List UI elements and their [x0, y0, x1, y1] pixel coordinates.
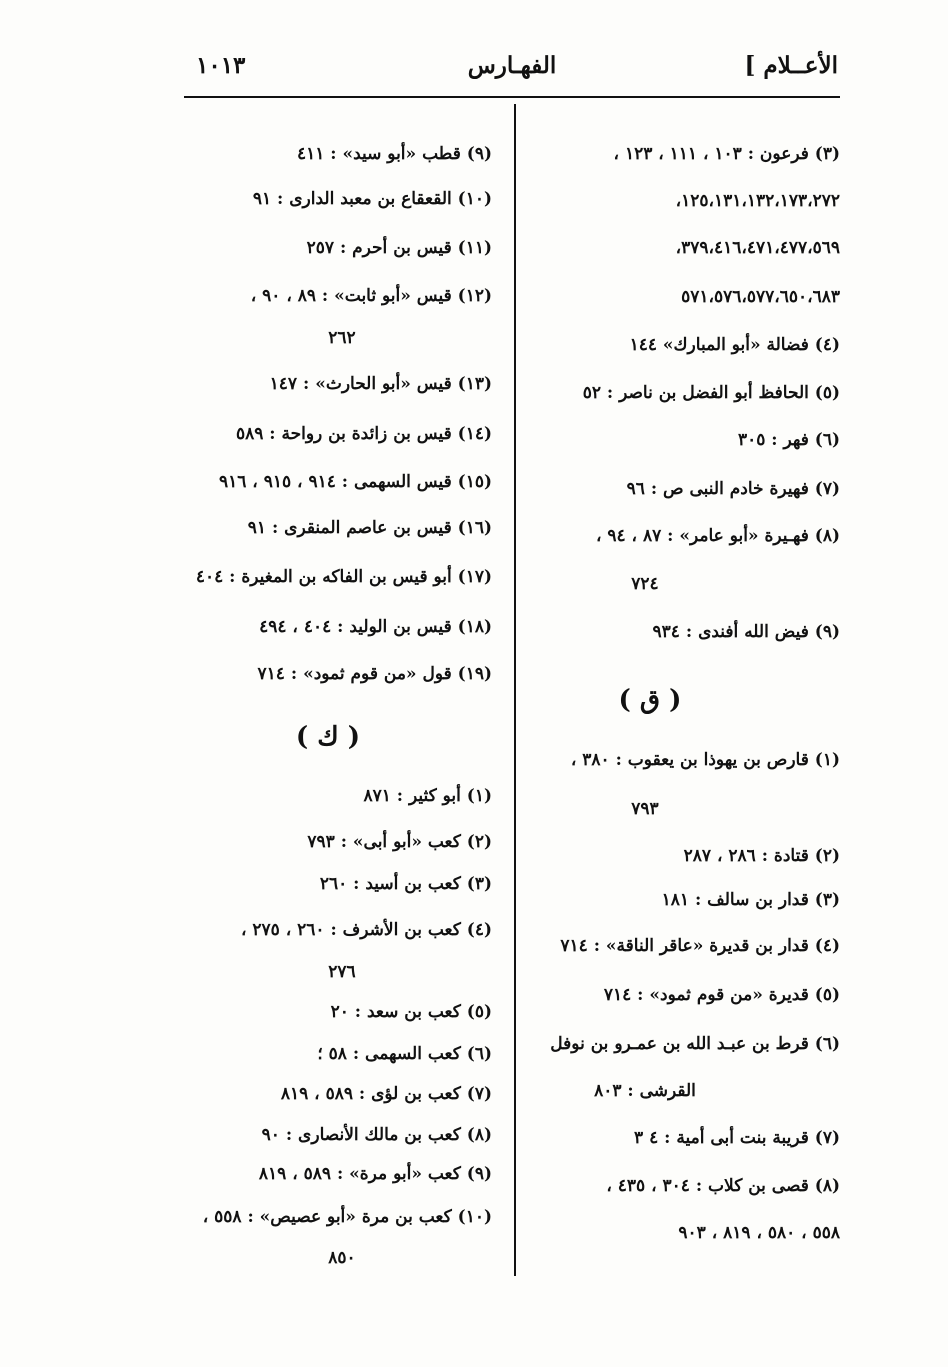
index-entry: (٧) كعب بن لؤى : ٥٨٩ ، ٨١٩ [280, 1084, 492, 1104]
index-entry: (٥) الحافظ أبو الفضل بن ناصر : ٥٢ [582, 383, 840, 403]
index-entry: (١٢) قيس «أبو ثابت» : ٨٩ ، ٩٠ ، [250, 286, 492, 306]
index-entry: (٤) قدار بن قديرة «عاقر الناقة» : ٧١٤ [560, 936, 840, 956]
index-entry: (٩) كعب «أبو مرة» : ٥٨٩ ، ٨١٩ [258, 1164, 492, 1184]
index-entry-continuation: ٥٥٨ ، ٥٨٠ ، ٨١٩ ، ٩٠٣ [678, 1223, 840, 1243]
page-number: ١٠١٣ [196, 52, 246, 79]
header-rule [184, 96, 840, 98]
index-entry-continuation: ١٢٥،١٣١،١٣٢،١٧٣،٢٧٢، [675, 191, 840, 211]
index-entry: (١) قارص بن يهوذا بن يعقوب : ٣٨٠ ، [570, 750, 840, 770]
index-entry: (٢) كعب «أبو أبى» : ٧٩٣ [307, 832, 492, 852]
index-entry: (١٠) القعقاع بن معبد الدارى : ٩١ [252, 189, 492, 209]
index-entry: (١٥) قيس السهمى : ٩١٤ ، ٩١٥ ، ٩١٦ [218, 472, 492, 492]
header-section-title: الأعــلام ] [744, 52, 838, 79]
index-entry: (٨) فهـيرة «أبو عامر» : ٨٧ ، ٩٤ ، [595, 526, 840, 546]
index-entry: (٤) فضالة «أبو المبارك» ١٤٤ [629, 335, 840, 355]
index-entry: (١٩) قول «من قوم ثمود» : ٧١٤ [257, 664, 492, 684]
index-entry-continuation: ٥٧١،٥٧٦،٥٧٧،٦٥٠،٦٨٣ [681, 287, 840, 307]
index-entry: (٣) فرعون : ١٠٣ ، ١١١ ، ١٢٣ ، [613, 144, 840, 164]
index-entry: (١١) قيس بن أحرم : ٢٥٧ [306, 238, 492, 258]
index-entry: (٧) فهيرة خادم النبى ص : ٩٦ [626, 479, 840, 499]
index-entry: (١٤) قيس بن زائدة بن رواحة : ٥٨٩ [235, 424, 492, 444]
index-entry-continuation: ٨٥٠ [328, 1248, 356, 1268]
header-title: الفهـارس [467, 52, 557, 79]
index-entry-continuation: القرشى : ٨٠٣ [594, 1081, 696, 1101]
index-entry: (٥) كعب بن سعد : ٢٠ [330, 1002, 492, 1022]
index-entry: (٤) كعب بن الأشرف : ٢٦٠ ، ٢٧٥ ، [241, 920, 492, 940]
index-entry-continuation: ٣٧٩،٤١٦،٤٧١،٤٧٧،٥٦٩، [675, 238, 840, 258]
section-heading: ( ك ) [295, 722, 361, 752]
index-entry: (٧) قريبة بنت أبى أمية : ٤ ٣ [634, 1128, 840, 1148]
index-entry: (٣) قدار بن سالف : ١٨١ [661, 890, 840, 910]
index-entry-continuation: ٧٢٤ [631, 574, 659, 594]
index-entry: (١) أبو كثير : ٨٧١ [363, 786, 492, 806]
index-entry: (٢) قتادة : ٢٨٦ ، ٢٨٧ [683, 846, 840, 866]
index-entry: (٩) فيض الله أفندى : ٩٣٤ [652, 622, 840, 642]
index-entry: (١٦) قيس بن عاصم المنقرى : ٩١ [247, 518, 492, 538]
page-header [186, 52, 838, 88]
index-entry-continuation: ٢٧٦ [328, 962, 356, 982]
index-entry: (٦) قرط بن عبـد الله بن عمـرو بن نوفل [550, 1034, 840, 1054]
index-entry: (٥) قديرة «من قوم ثمود» : ٧١٤ [603, 985, 840, 1005]
index-entry-continuation: ٧٩٣ [631, 799, 659, 819]
index-entry: (٦) فهر : ٣٠٥ [737, 430, 840, 450]
index-entry: (٨) كعب بن مالك الأنصارى : ٩٠ [261, 1125, 492, 1145]
section-heading: ( ق ) [618, 685, 682, 715]
index-entry: (٦) كعب السهمى : ٥٨ ؛ [317, 1044, 492, 1064]
index-entry: (٣) كعب بن أسيد : ٢٦٠ [319, 874, 492, 894]
index-entry: (١٠) كعب بن مرة «أبو عصيص» : ٥٥٨ ، [202, 1207, 492, 1227]
index-entry: (٨) قصى بن كلاب : ٣٠٤ ، ٤٣٥ ، [606, 1176, 840, 1196]
index-entry: (١٣) قيس «أبو الحارث» : ١٤٧ [269, 374, 492, 394]
index-entry: (١٧) أبو قيس بن الفاكه بن المغيرة : ٤٠٤ [195, 567, 492, 587]
index-entry: (١٨) قيس بن الوليد : ٤٠٤ ، ٤٩٤ [259, 617, 492, 637]
index-entry-continuation: ٢٦٢ [328, 328, 356, 348]
index-entry: (٩) قطب «أبو سيد» : ٤١١ [296, 144, 492, 164]
